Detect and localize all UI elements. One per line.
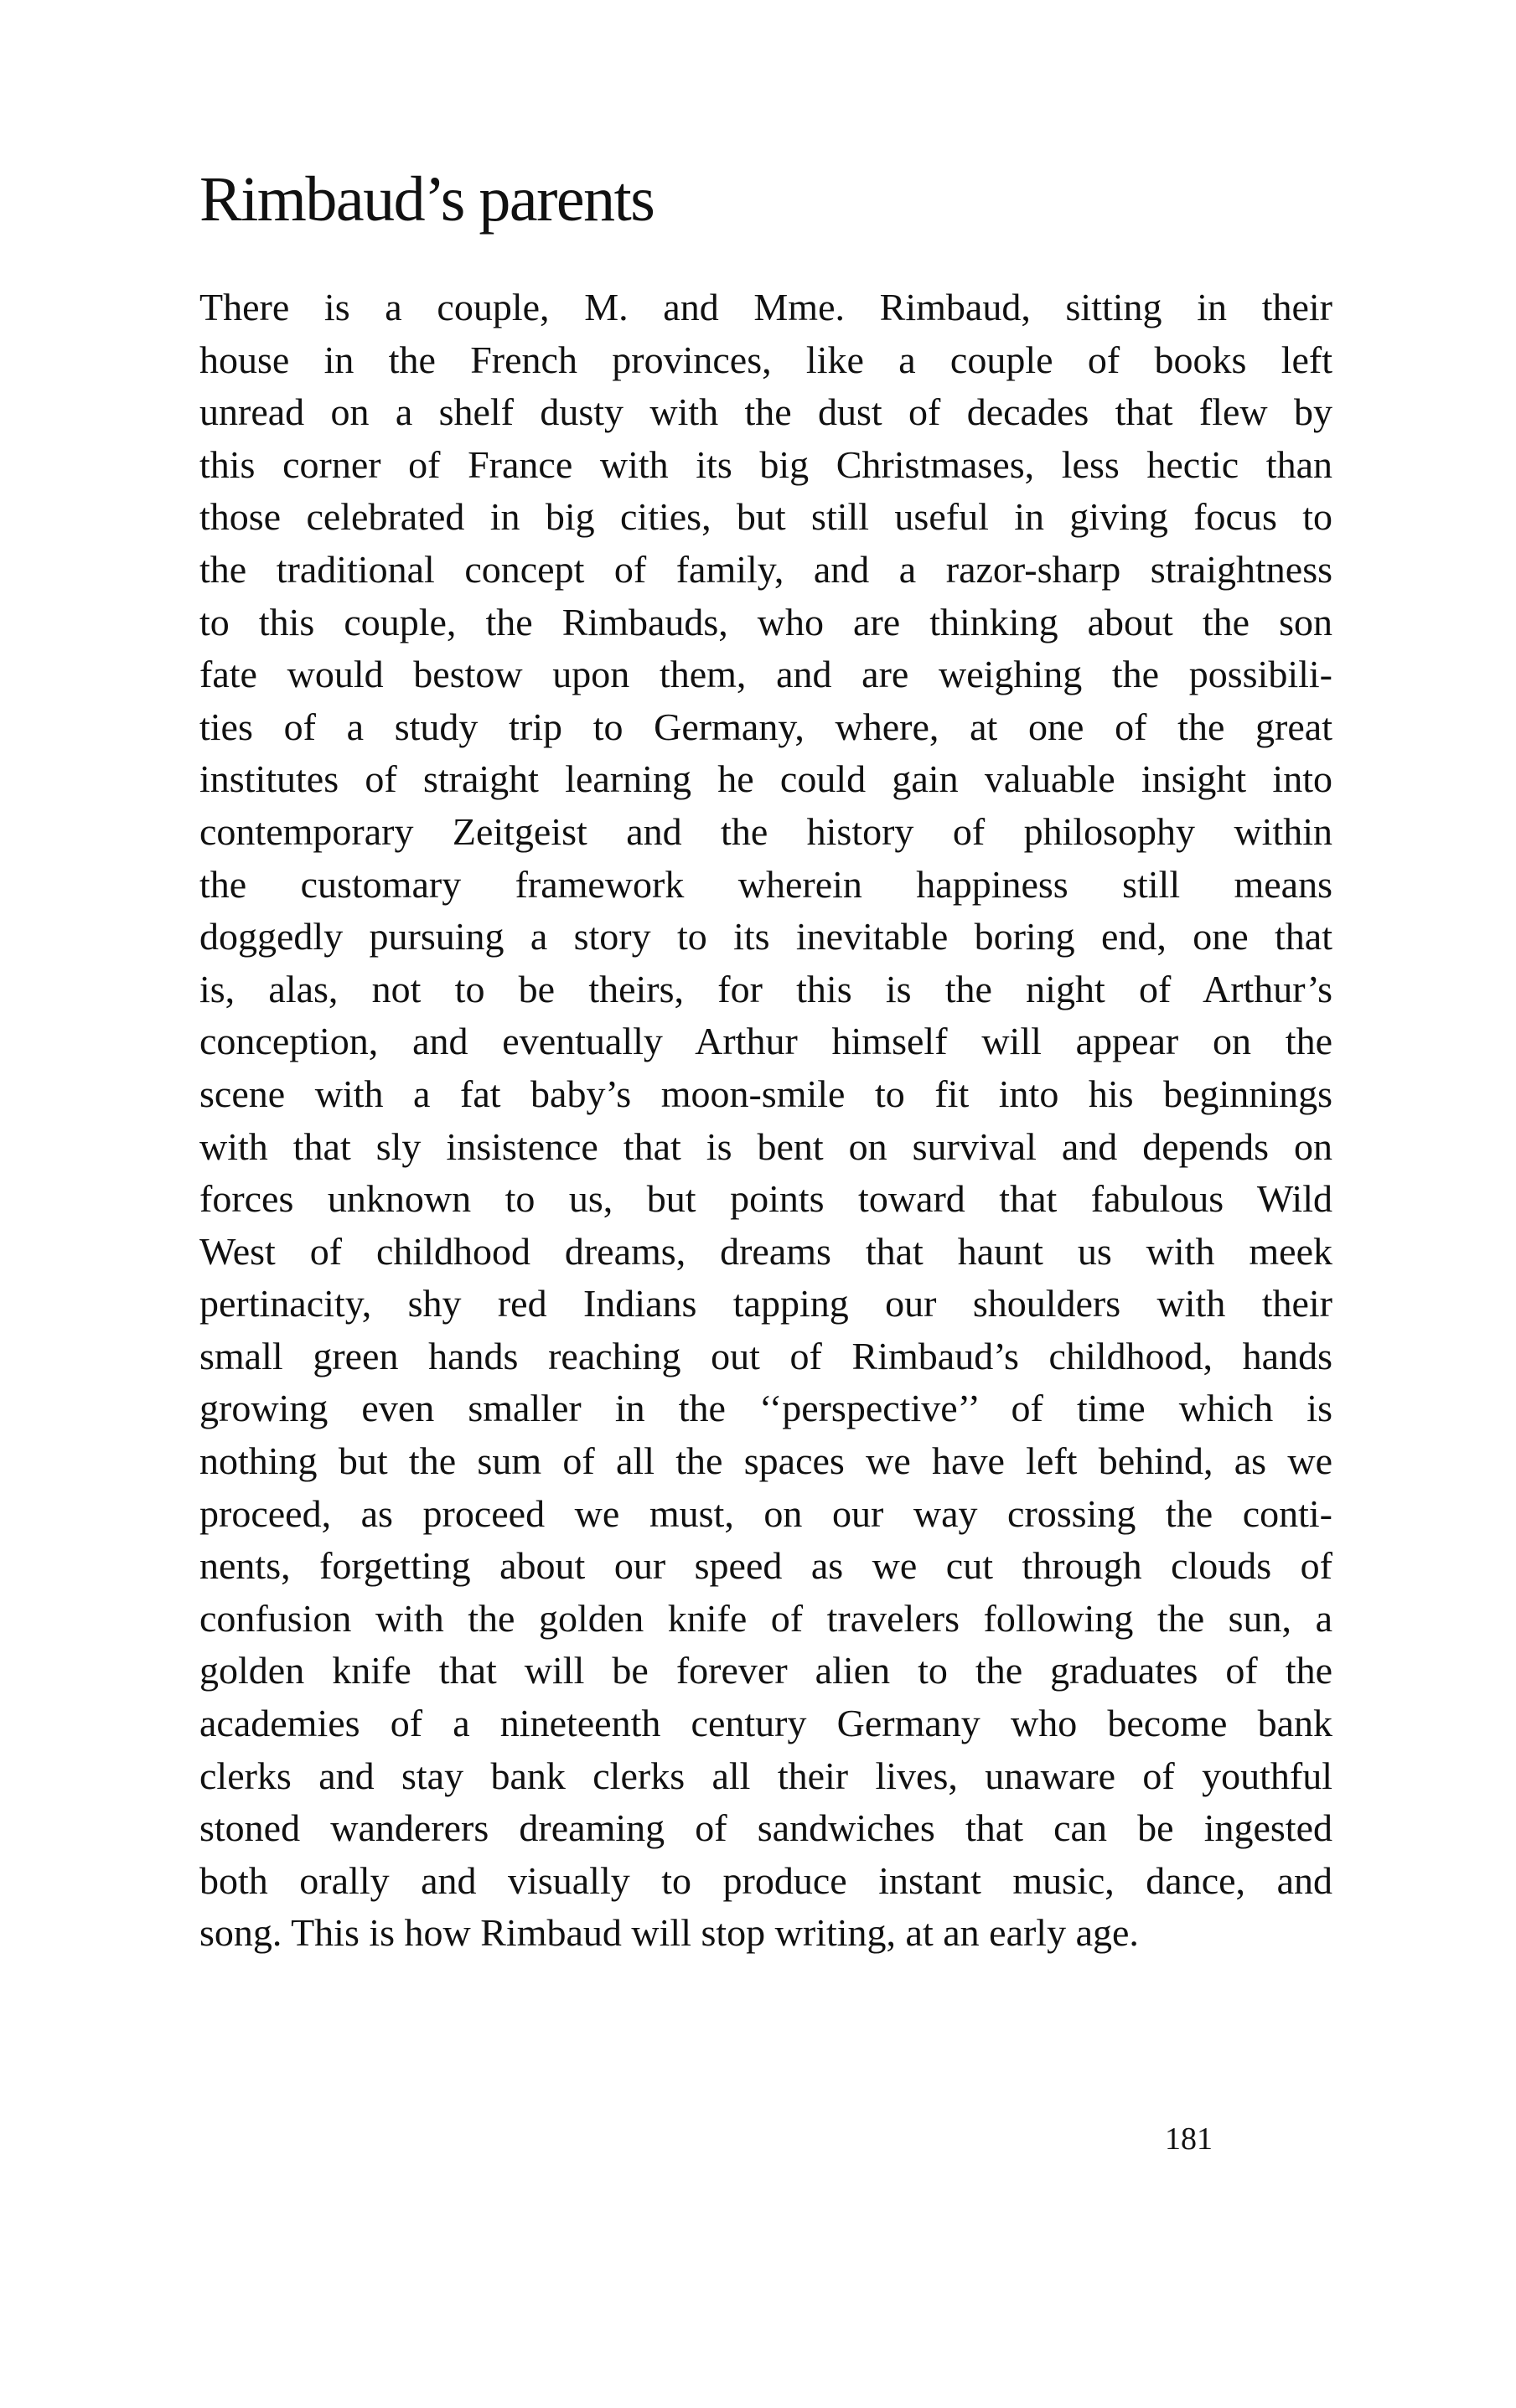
body-line: unread on a shelf dusty with the dust of decades that flew by: [199, 390, 1332, 434]
body-line: with that sly insistence that is bent on survival and depends on: [199, 1124, 1332, 1168]
body-line: clerks and stay bank clerks all their lives, unaware of youthful: [199, 1754, 1332, 1797]
body-line: institutes of straight learning he could gain valuable insight into: [199, 757, 1332, 801]
body-line: nents, forgetting about our speed as we cut through clouds of: [199, 1544, 1332, 1588]
body-line: stoned wanderers dreaming of sandwiches that can be ingested: [199, 1806, 1332, 1850]
body-line: West of childhood dreams, dreams that haunt us with meek: [199, 1229, 1332, 1273]
body-line: academies of a nineteenth century Germany who become bank: [199, 1702, 1332, 1745]
body-line: nothing but the sum of all the spaces we have left behind, as we: [199, 1439, 1332, 1483]
body-line: growing even smaller in the ‘‘perspective’’ of time which is: [199, 1387, 1332, 1430]
body-line: the traditional concept of family, and a razor-sharp straightness: [199, 547, 1332, 591]
body-line: scene with a fat baby’s moon-smile to fit into his beginnings: [199, 1072, 1332, 1115]
body-line: those celebrated in big cities, but still useful in giving focus to: [199, 495, 1332, 539]
body-line: conception, and eventually Arthur himself will appear on the: [199, 1020, 1332, 1063]
body-line: is, alas, not to be theirs, for this is the night of Arthur’s: [199, 967, 1332, 1010]
body-line: golden knife that will be forever alien to the graduates of the: [199, 1649, 1332, 1692]
body-line: the customary framework wherein happiness still means: [199, 862, 1332, 906]
body-line: doggedly pursuing a story to its inevitable boring end, one that: [199, 915, 1332, 959]
body-line-last: song. This is how Rimbaud will stop writing, at an early age.: [199, 1911, 1139, 1955]
body-line: contemporary Zeitgeist and the history of philosophy within: [199, 809, 1332, 853]
body-line: forces unknown to us, but points toward that fabulous Wild: [199, 1177, 1332, 1221]
page-number: 181: [1165, 2121, 1213, 2157]
body-line: house in the French provinces, like a couple of books left: [199, 338, 1332, 381]
body-line: confusion with the golden knife of travelers following the sun, a: [199, 1596, 1332, 1640]
body-text: [199, 282, 1332, 1960]
body-line: small green hands reaching out of Rimbaud’s childhood, hands: [199, 1334, 1332, 1377]
chapter-title: Rimbaud’s parents: [199, 164, 655, 235]
body-line: both orally and visually to produce instant music, dance, and: [199, 1858, 1332, 1902]
body-line: There is a couple, M. and Mme. Rimbaud, sitting in their: [199, 286, 1332, 328]
body-line: pertinacity, shy red Indians tapping our shoulders with their: [199, 1282, 1332, 1325]
body-line: fate would bestow upon them, and are weighing the possibili-: [199, 653, 1332, 696]
body-line: ties of a study trip to Germany, where, at one of the great: [199, 705, 1332, 748]
body-line: this corner of France with its big Christmases, less hectic than: [199, 442, 1332, 486]
body-line: proceed, as proceed we must, on our way crossing the conti-: [199, 1491, 1332, 1535]
body-line: to this couple, the Rimbauds, who are thinking about the son: [199, 600, 1332, 643]
